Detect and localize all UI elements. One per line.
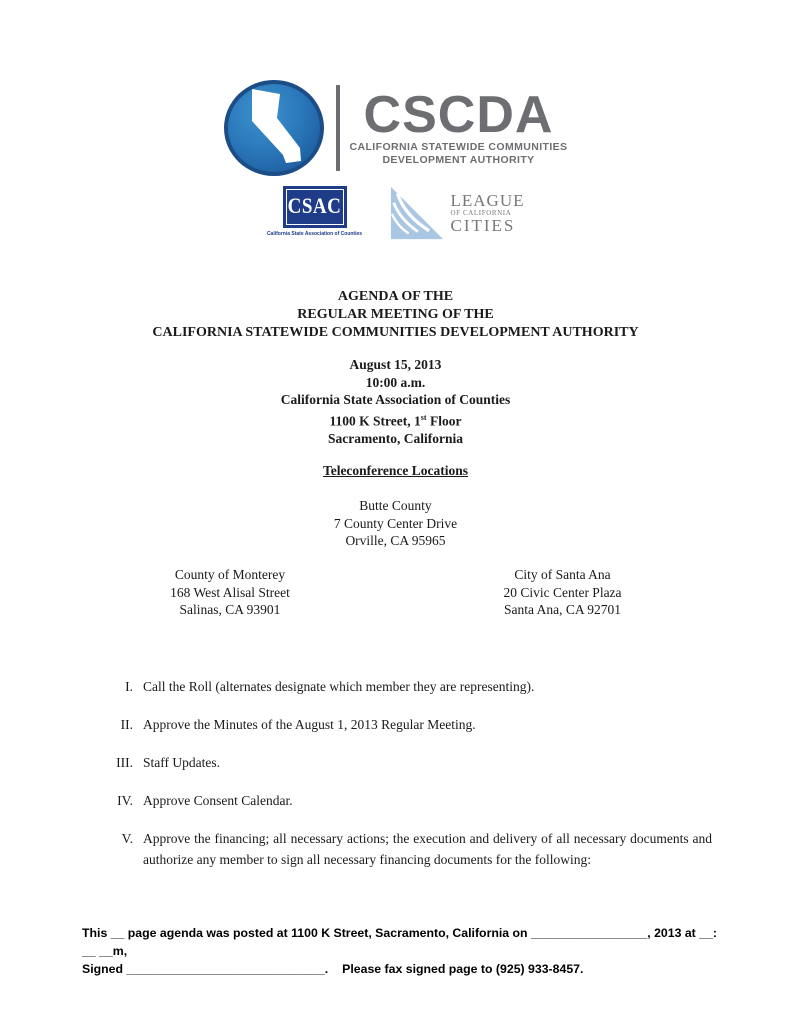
league-line3: CITIES bbox=[450, 215, 516, 235]
footer-line2 bbox=[82, 960, 734, 978]
agenda-item-text: Approve Consent Calendar. bbox=[143, 793, 293, 808]
agenda-item-numeral: I. bbox=[125, 679, 133, 694]
location-name: City of Santa Ana bbox=[514, 567, 611, 582]
location-street: 20 Civic Center Plaza bbox=[503, 584, 622, 600]
csac-caption: California State Association of Counties bbox=[266, 231, 363, 237]
teleconference-location-monterey bbox=[85, 566, 375, 619]
location-name: County of Monterey bbox=[174, 567, 286, 582]
title-line2: REGULAR MEETING OF THE bbox=[297, 307, 494, 322]
agenda-item bbox=[85, 790, 712, 811]
meeting-date: August 15, 2013 bbox=[349, 357, 442, 372]
league-of-california-cities-logo bbox=[389, 186, 525, 240]
meeting-venue: California State Association of Counties bbox=[280, 392, 511, 407]
meeting-time: 10:00 a.m. bbox=[365, 374, 426, 390]
document-title bbox=[0, 288, 791, 342]
agenda-item-numeral: V. bbox=[121, 831, 133, 846]
csac-wordmark: CSAC bbox=[287, 194, 342, 219]
agenda-item-numeral: III. bbox=[116, 755, 133, 770]
location-city: Salinas, CA 93901 bbox=[179, 602, 281, 617]
meeting-info bbox=[0, 356, 791, 447]
title-line1: AGENDA OF THE bbox=[337, 289, 454, 304]
cscda-subtitle-line1: CALIFORNIA STATEWIDE COMMUNITIES bbox=[349, 141, 568, 153]
cscda-logo bbox=[0, 80, 791, 176]
agenda-item bbox=[85, 714, 712, 735]
agenda-item-numeral: II. bbox=[120, 717, 133, 732]
csac-logo-box bbox=[283, 186, 347, 228]
footer-signed: Signed _____________________________. bbox=[82, 962, 329, 976]
agenda-item bbox=[85, 752, 712, 773]
location-street: 168 West Alisal Street bbox=[170, 584, 290, 600]
meeting-street: 1100 K Street, 1st Floor bbox=[329, 412, 462, 428]
location-name: Butte County bbox=[359, 498, 432, 513]
posting-notice-footer bbox=[82, 924, 734, 978]
league-line1: LEAGUE bbox=[450, 190, 525, 210]
footer-line1: This __ page agenda was posted at 1100 K Street, Sacramento, California on _________________, 2013 at __: __ __m, bbox=[82, 926, 717, 958]
location-city: Santa Ana, CA 92701 bbox=[504, 602, 621, 617]
agenda-item bbox=[85, 676, 712, 697]
location-city: Orville, CA 95965 bbox=[345, 533, 446, 548]
location-street: 7 County Center Drive bbox=[333, 515, 458, 531]
agenda-item-numeral: IV. bbox=[117, 793, 133, 808]
california-state-icon bbox=[224, 80, 324, 176]
agenda-item-text: Approve the Minutes of the August 1, 2013 Regular Meeting. bbox=[143, 717, 476, 732]
cscda-acronym: CSCDA bbox=[363, 86, 554, 144]
teleconference-location-butte bbox=[0, 497, 791, 550]
title-line3: CALIFORNIA STATEWIDE COMMUNITIES DEVELOPMENT AUTHORITY bbox=[152, 325, 639, 340]
meeting-city: Sacramento, California bbox=[328, 430, 463, 446]
league-swoosh-icon bbox=[389, 186, 445, 240]
csac-logo bbox=[267, 186, 363, 237]
agenda-item-list bbox=[85, 676, 712, 887]
teleconference-heading: Teleconference Locations bbox=[322, 463, 469, 478]
logo-divider-bar bbox=[336, 85, 340, 171]
teleconference-location-santa-ana bbox=[420, 566, 705, 619]
agenda-item bbox=[85, 828, 712, 870]
footer-fax-note: Please fax signed page to (925) 933-8457. bbox=[342, 962, 584, 976]
agenda-item-text: Approve the financing; all necessary actions; the execution and delivery of all necessary documents and authorize any member to sign all necessary financing documents for the following: bbox=[143, 831, 712, 867]
agenda-item-text: Staff Updates. bbox=[143, 755, 220, 770]
agenda-item-text: Call the Roll (alternates designate which member they are representing). bbox=[143, 679, 535, 694]
cscda-subtitle-line2: DEVELOPMENT AUTHORITY bbox=[382, 154, 535, 166]
league-line2: OF CALIFORNIA bbox=[450, 208, 512, 217]
